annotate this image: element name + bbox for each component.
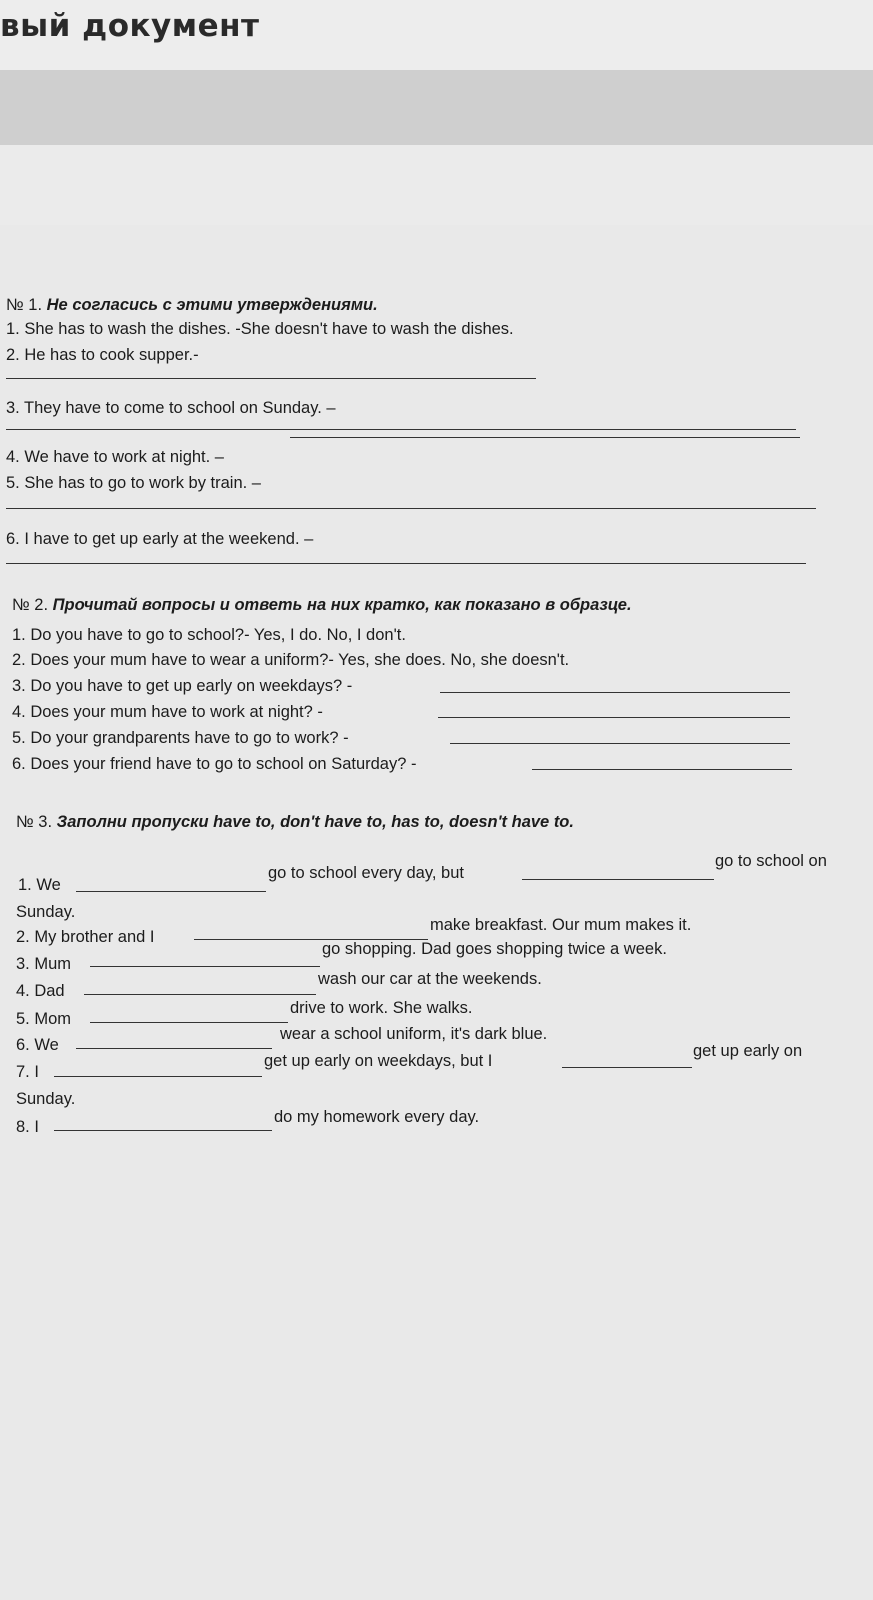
ex3-item-5-start: 5. Mom [16, 1010, 72, 1028]
fill-blank[interactable] [54, 1130, 272, 1131]
fill-blank[interactable] [90, 1022, 288, 1023]
fill-blank[interactable] [76, 891, 266, 892]
ex3-item-1-end: go to school on [715, 852, 827, 870]
document-page [0, 225, 873, 1600]
fill-blank[interactable] [84, 994, 316, 995]
ex3-item-3-start: 3. Mum [16, 955, 72, 973]
ex2-item-6: 6. Does your friend have to go to school on Saturday? - [12, 755, 417, 773]
exercise-2-heading [12, 595, 632, 615]
ex1-item-1: 1. She has to wash the dishes. -She doesn't have to wash the dishes. [6, 320, 514, 338]
ex3-item-7-middle: get up early on weekdays, but I [264, 1052, 493, 1070]
answer-line[interactable] [450, 743, 790, 744]
ex3-item-2-end: make breakfast. Our mum makes it. [430, 916, 692, 934]
ex3-item-4-end: wash our car at the weekends. [318, 970, 542, 988]
ex1-item-3: 3. They have to come to school on Sunday. – [6, 399, 336, 417]
answer-line[interactable] [6, 378, 536, 379]
exercise-task: Заполни пропуски have to, don't have to, has to, doesn't have to. [56, 813, 574, 831]
ex3-item-7-cont: Sunday. [16, 1090, 76, 1108]
page-margin [0, 145, 873, 225]
title-bar [0, 0, 873, 70]
ex2-item-1: 1. Do you have to go to school?- Yes, I do. No, I don't. [12, 626, 406, 644]
ex3-item-3-end: go shopping. Dad goes shopping twice a week. [322, 940, 667, 958]
fill-blank[interactable] [76, 1048, 272, 1049]
ex1-item-5: 5. She has to go to work by train. – [6, 474, 261, 492]
exercise-task: Прочитай вопросы и ответь на них кратко, как показано в образце. [52, 596, 632, 614]
answer-line[interactable] [6, 508, 816, 509]
fill-blank[interactable] [90, 966, 320, 967]
fill-blank[interactable] [54, 1076, 262, 1077]
ex3-item-6-start: 6. We [16, 1036, 59, 1054]
answer-line[interactable] [438, 717, 790, 718]
ex3-item-2-start: 2. My brother and I [16, 928, 155, 946]
toolbar-area [0, 70, 873, 145]
ex1-item-2: 2. He has to cook supper.- [6, 346, 199, 364]
exercise-number: № 2. [12, 596, 49, 614]
answer-line[interactable] [440, 692, 790, 693]
fill-blank[interactable] [522, 879, 714, 880]
exercise-3-heading [16, 812, 574, 832]
ex3-item-1-middle: go to school every day, but [268, 864, 464, 882]
exercise-task: Не согласись с этими утверждениями. [46, 296, 378, 314]
ex3-item-5-end: drive to work. She walks. [290, 999, 473, 1017]
answer-line[interactable] [6, 429, 796, 430]
fill-blank[interactable] [562, 1067, 692, 1068]
ex2-item-2: 2. Does your mum have to wear a uniform?- Yes, she does. No, she doesn't. [12, 651, 570, 669]
ex2-item-4: 4. Does your mum have to work at night? - [12, 703, 323, 721]
exercise-1-heading [6, 295, 378, 315]
answer-line[interactable] [6, 563, 806, 564]
ex1-item-6: 6. I have to get up early at the weekend. – [6, 530, 314, 548]
ex3-item-8-end: do my homework every day. [274, 1108, 480, 1126]
ex3-item-1-cont: Sunday. [16, 903, 76, 921]
exercise-number: № 3. [16, 813, 53, 831]
ex3-item-7-start: 7. I [16, 1063, 39, 1081]
answer-line[interactable] [532, 769, 792, 770]
ex3-item-6-end: wear a school uniform, it's dark blue. [280, 1025, 548, 1043]
ex3-item-4-start: 4. Dad [16, 982, 65, 1000]
ex3-item-8-start: 8. I [16, 1118, 39, 1136]
document-title[interactable]: вый документ [0, 8, 260, 44]
exercise-number: № 1. [6, 296, 43, 314]
ex2-item-3: 3. Do you have to get up early on weekdays? - [12, 677, 353, 695]
ex3-item-7-end: get up early on [693, 1042, 803, 1060]
answer-line[interactable] [290, 437, 800, 438]
ex3-item-1-start: 1. We [18, 876, 61, 894]
ex2-item-5: 5. Do your grandparents have to go to work? - [12, 729, 349, 747]
ex1-item-4: 4. We have to work at night. – [6, 448, 224, 466]
